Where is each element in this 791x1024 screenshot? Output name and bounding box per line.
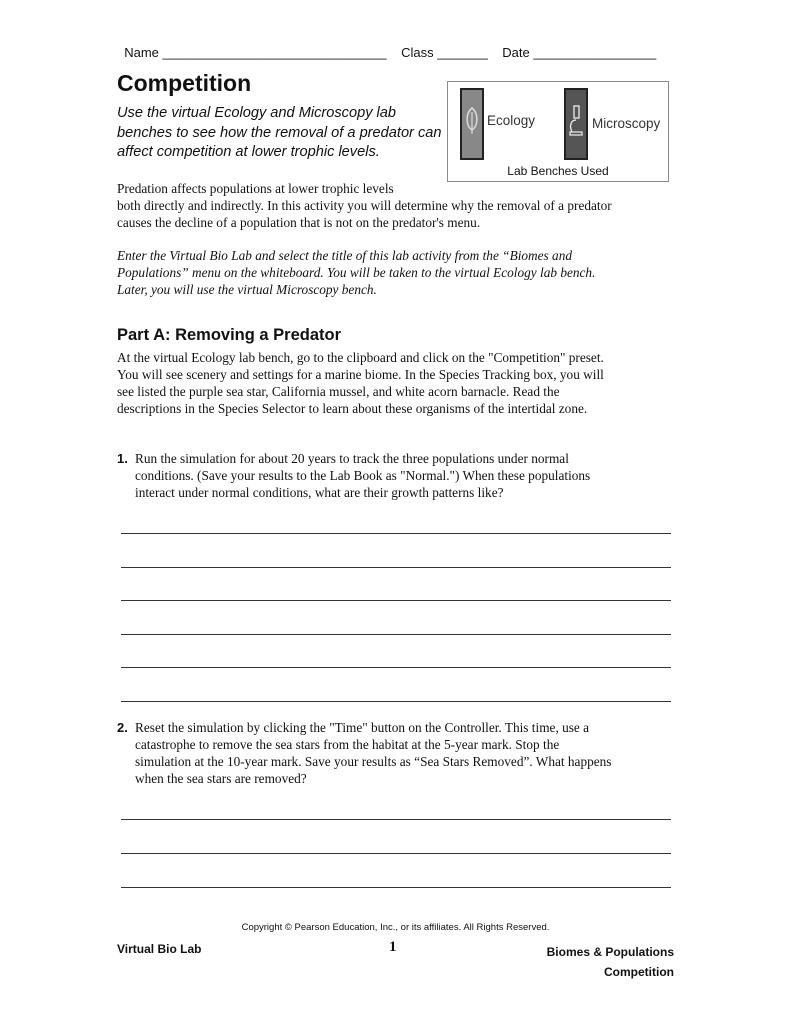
question-1 — [117, 450, 617, 501]
page-number: 1 — [389, 939, 397, 955]
part-a-paragraph: At the virtual Ecology lab bench, go to the clipboard and click on the "Competition" preset. You will see scenery and settings for a marine biome. In the Species Tracking box, you will see listed the purple sea star, California mussel, and white acorn barnacle. Read the descriptions in the Species Selector to learn about these organisms of the intertidal zone. — [117, 350, 604, 416]
question-number: 2. — [117, 720, 128, 735]
question-number: 1. — [117, 451, 128, 466]
microscopy-bench-label: Microscopy — [592, 116, 661, 131]
answer-line[interactable] — [121, 853, 671, 854]
class-field-label: Class _______ — [401, 45, 488, 60]
leaf-icon — [460, 88, 484, 160]
name-field-label: Name _______________________________ — [124, 45, 387, 60]
intro-paragraph — [117, 180, 617, 231]
instructions-paragraph: Enter the Virtual Bio Lab and select the title of this lab activity from the “Biomes and Populations” menu on the whiteboard. You will be taken to the virtual Ecology lab bench. Later, you will use the virtual Microscopy bench. — [117, 248, 596, 297]
lab-benches-box — [447, 81, 669, 182]
page-subtitle: Use the virtual Ecology and Microscopy lab benches to see how the removal of a predator can affect competition at lower trophic levels. — [117, 105, 442, 160]
answer-line[interactable] — [121, 887, 671, 888]
footer-lab-title: Competition — [604, 965, 674, 979]
student-info-header — [117, 30, 656, 60]
lab-benches-caption: Lab Benches Used — [507, 164, 609, 178]
answer-line[interactable] — [121, 533, 671, 534]
answer-line[interactable] — [121, 819, 671, 820]
answer-line[interactable] — [121, 600, 671, 601]
footer-unit-title: Biomes & Populations — [546, 945, 674, 959]
copyright-notice: Copyright © Pearson Education, Inc., or its affiliates. All Rights Reserved. — [241, 922, 550, 933]
question-2 — [117, 719, 617, 787]
answer-line[interactable] — [121, 634, 671, 635]
answer-line[interactable] — [121, 567, 671, 568]
answer-line[interactable] — [121, 701, 671, 702]
page-title: Competition — [117, 70, 252, 96]
ecology-bench-label: Ecology — [487, 113, 536, 128]
footer-unit-info — [547, 942, 674, 982]
intro-rest: both directly and indirectly. In this activity you will determine why the removal of a predator causes the decline of a population that is not on the predator's menu. — [117, 198, 612, 230]
footer-course-name: Virtual Bio Lab — [117, 942, 202, 956]
question-text: Reset the simulation by clicking the "Time" button on the Controller. This time, use a catastrophe to remove the sea stars from the habitat at the 5-year mark. Stop the simulation at the 10-year mark. Save your results as “Sea Stars Removed”. What happens when the sea stars are removed? — [135, 720, 612, 786]
answer-line[interactable] — [121, 667, 671, 668]
date-field-label: Date _________________ — [502, 45, 657, 60]
question-text: Run the simulation for about 20 years to track the three populations under normal conditions. (Save your results to the Lab Book as "Normal.") When these populations interact under normal conditions, what are their growth patterns like? — [135, 451, 591, 500]
microscope-icon — [564, 88, 588, 160]
intro-first-line: Predation affects populations at lower trophic levels — [117, 181, 394, 196]
part-a-heading: Part A: Removing a Predator — [117, 326, 342, 344]
